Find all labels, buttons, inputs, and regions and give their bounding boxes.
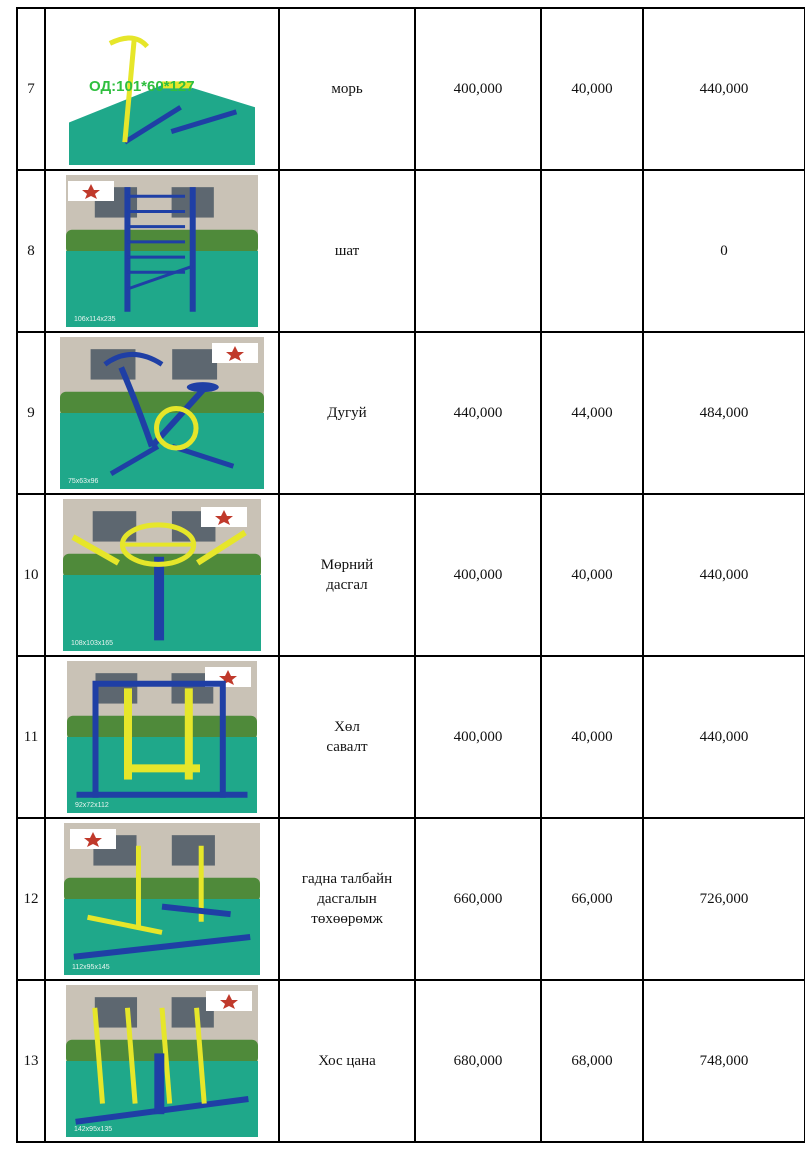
equipment-name-text: морь (331, 81, 363, 97)
tax-cell: 66,000 (541, 818, 643, 980)
tax-cell (541, 170, 643, 332)
tax-cell: 40,000 (541, 494, 643, 656)
total-cell: 748,000 (643, 980, 805, 1142)
table-row (17, 170, 805, 332)
equipment-name-text: шат (334, 243, 360, 259)
equipment-name-text: Хос цана (318, 1053, 376, 1069)
equipment-name-text: Хөл савалт (326, 719, 368, 755)
photo-cell (45, 332, 279, 494)
photo-cell (45, 8, 279, 170)
photo-dimension-label: 108x103x165 (71, 640, 114, 647)
row-number: 12 (17, 818, 45, 980)
table-row (17, 656, 805, 818)
equipment-photo (60, 337, 264, 489)
price-cell: 400,000 (415, 8, 541, 170)
tax-cell: 44,000 (541, 332, 643, 494)
tax-cell: 40,000 (541, 8, 643, 170)
photo-dimension-label: 142x95x135 (74, 1126, 113, 1133)
table-row (17, 980, 805, 1142)
equipment-photo (64, 823, 260, 975)
photo-cell (45, 170, 279, 332)
table-row (17, 818, 805, 980)
equipment-name-text: Мөрний дасгал (320, 557, 374, 593)
photo-dimension-label: 106x114x235 (74, 316, 116, 323)
tax-cell: 40,000 (541, 656, 643, 818)
row-number: 11 (17, 656, 45, 818)
price-cell: 660,000 (415, 818, 541, 980)
table-row (17, 332, 805, 494)
photo-cell (45, 494, 279, 656)
price-cell (415, 170, 541, 332)
equipment-photo (67, 661, 257, 813)
row-number: 10 (17, 494, 45, 656)
equipment-name-text: Дугуй (327, 405, 367, 421)
equipment-name (279, 332, 415, 494)
photo-cell (45, 818, 279, 980)
equipment-name (279, 656, 415, 818)
equipment-photo (63, 499, 261, 651)
equipment-name (279, 818, 415, 980)
total-cell: 0 (643, 170, 805, 332)
price-cell: 680,000 (415, 980, 541, 1142)
equipment-photo (66, 985, 258, 1137)
equipment-name (279, 170, 415, 332)
total-cell: 484,000 (643, 332, 805, 494)
total-cell: 726,000 (643, 818, 805, 980)
photo-dimension-label: 92x72x112 (75, 802, 109, 809)
equipment-name-text: гадна талбайн дасгалын төхөөрөмж (301, 871, 393, 927)
photo-dimension-label: 112x95x145 (72, 964, 110, 971)
photo-dimension-label: ОД:101*60*127 (89, 78, 195, 95)
row-number: 13 (17, 980, 45, 1142)
row-number: 8 (17, 170, 45, 332)
price-cell: 400,000 (415, 494, 541, 656)
photo-cell (45, 980, 279, 1142)
equipment-price-table (16, 7, 805, 1143)
equipment-name (279, 494, 415, 656)
price-cell: 440,000 (415, 332, 541, 494)
total-cell: 440,000 (643, 494, 805, 656)
table-row (17, 8, 805, 170)
row-number: 9 (17, 332, 45, 494)
tax-cell: 68,000 (541, 980, 643, 1142)
row-number: 7 (17, 8, 45, 170)
photo-cell (45, 656, 279, 818)
equipment-name (279, 8, 415, 170)
table-row (17, 494, 805, 656)
photo-dimension-label: 75x63x96 (68, 478, 99, 485)
total-cell: 440,000 (643, 8, 805, 170)
equipment-name (279, 980, 415, 1142)
equipment-photo (69, 13, 255, 165)
price-cell: 400,000 (415, 656, 541, 818)
equipment-photo (66, 175, 258, 327)
total-cell: 440,000 (643, 656, 805, 818)
